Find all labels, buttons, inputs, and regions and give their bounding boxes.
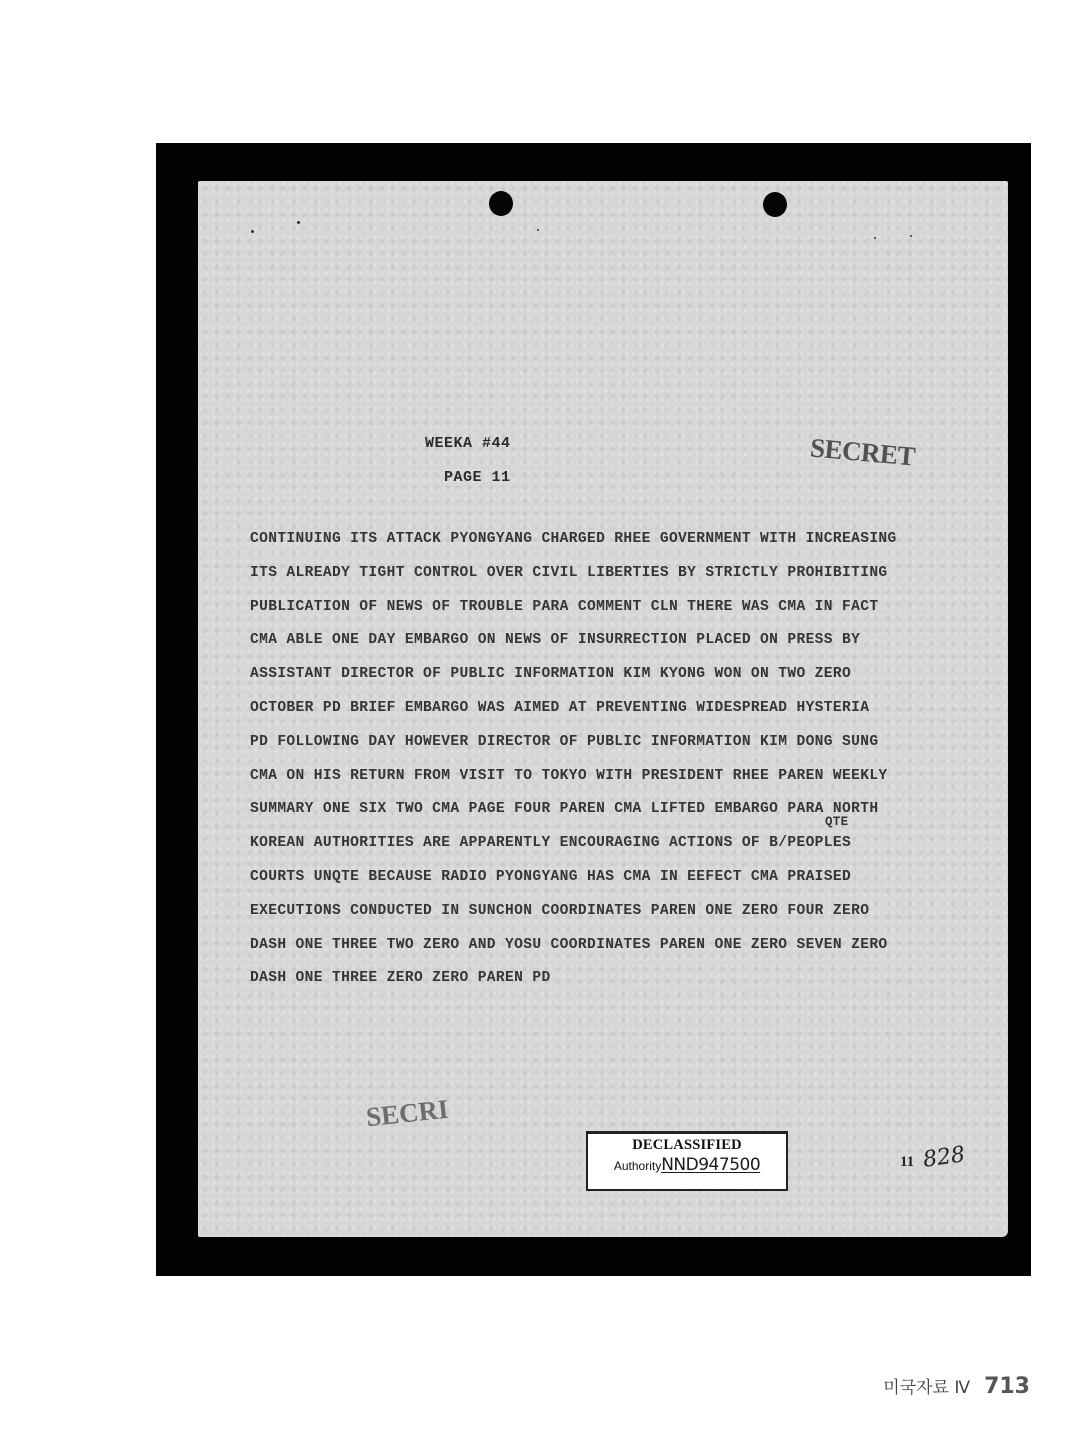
declassified-box <box>586 1131 788 1191</box>
body-line: PD FOLLOWING DAY HOWEVER DIRECTOR OF PUBLIC INFORMATION KIM DONG SUNG <box>250 733 879 750</box>
message-body <box>250 523 990 996</box>
body-line: DASH ONE THREE ZERO ZERO PAREN PD <box>250 970 551 987</box>
punch-hole-right <box>763 192 787 217</box>
speck <box>874 237 876 239</box>
interlinear-qte: QTE <box>825 815 849 829</box>
declassified-authority <box>588 1155 786 1175</box>
speck <box>297 221 300 224</box>
speck <box>251 230 254 233</box>
body-line: COURTS UNQTE BECAUSE RADIO PYONGYANG HAS CMA IN EEFECT CMA PRAISED <box>250 868 852 885</box>
body-line: PUBLICATION OF NEWS OF TROUBLE PARA COMMENT CLN THERE WAS CMA IN FACT <box>250 598 879 615</box>
body-line: OCTOBER PD BRIEF EMBARGO WAS AIMED AT PREVENTING WIDESPREAD HYSTERIA <box>250 699 870 716</box>
secret-stamp-bottom: SECRI <box>364 1093 450 1133</box>
body-line: SUMMARY ONE SIX TWO CMA PAGE FOUR PAREN CMA LIFTED EMBARGO PARA NORTH <box>250 801 879 818</box>
body-line: ASSISTANT DIRECTOR OF PUBLIC INFORMATION KIM KYONG WON ON TWO ZERO <box>250 666 852 683</box>
authority-label: Authority <box>613 1159 662 1173</box>
scan-frame <box>156 143 1031 1276</box>
speck <box>537 229 539 231</box>
body-line: EXECUTIONS CONDUCTED IN SUNCHON COORDINATES PAREN ONE ZERO FOUR ZERO <box>250 902 870 919</box>
page-number: 713 <box>984 1374 1030 1399</box>
body-line: DASH ONE THREE TWO ZERO AND YOSU COORDINATES PAREN ONE ZERO SEVEN ZERO <box>250 936 888 953</box>
body-line: CONTINUING ITS ATTACK PYONGYANG CHARGED RHEE GOVERNMENT WITH INCREASING <box>250 531 897 547</box>
authority-value: NND947500 <box>661 1155 761 1175</box>
page-label: PAGE 11 <box>444 469 511 486</box>
punch-hole-left <box>489 191 513 216</box>
handwritten-number: 828 <box>921 1142 967 1173</box>
secret-stamp-top: SECRET <box>808 432 917 472</box>
page-footer <box>883 1373 1030 1399</box>
body-line: CMA ABLE ONE DAY EMBARGO ON NEWS OF INSURRECTION PLACED ON PRESS BY <box>250 632 861 649</box>
book-title: 미국자료 Ⅳ <box>883 1378 971 1398</box>
speck <box>910 235 912 237</box>
typed-page-number: 11 <box>900 1154 915 1170</box>
body-line: CMA ON HIS RETURN FROM VISIT TO TOKYO WITH PRESIDENT RHEE PAREN WEEKLY <box>250 767 888 784</box>
declassified-title: DECLASSIFIED <box>632 1137 742 1153</box>
body-line: KOREAN AUTHORITIES ARE APPARENTLY ENCOURAGING ACTIONS OF B/PEOPLES <box>250 835 852 852</box>
body-line: ITS ALREADY TIGHT CONTROL OVER CIVIL LIBERTIES BY STRICTLY PROHIBITING <box>250 564 888 581</box>
weeka-number: WEEKA #44 <box>425 435 511 452</box>
document-paper <box>198 181 1008 1237</box>
